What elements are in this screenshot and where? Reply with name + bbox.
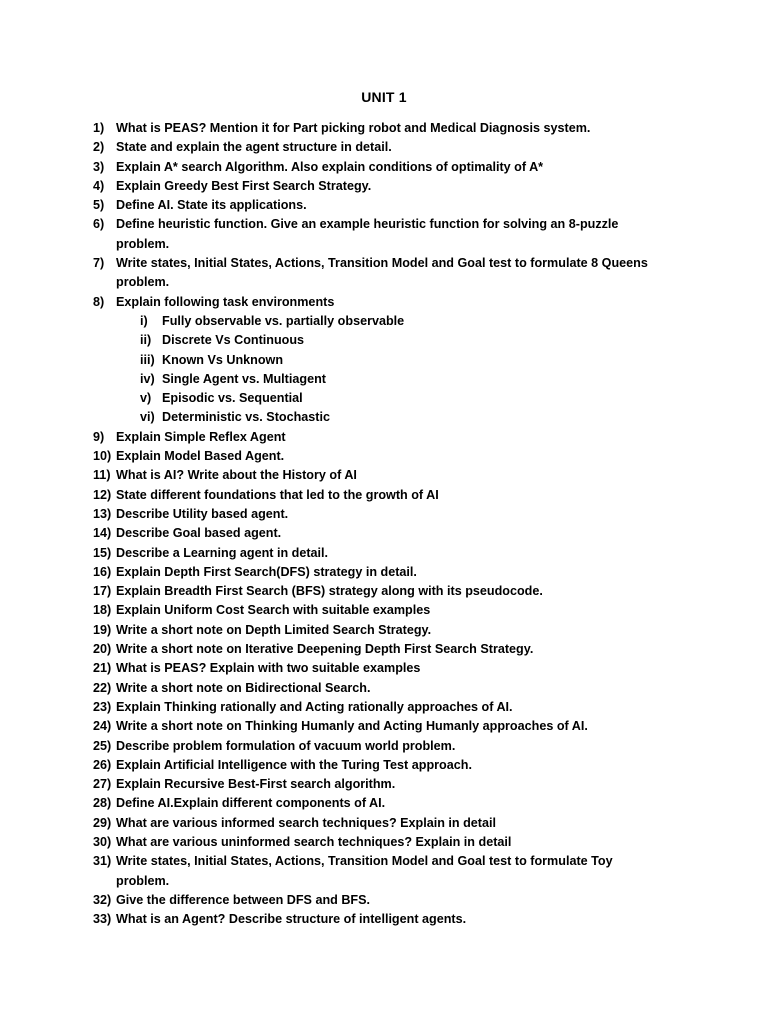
question-text: Explain Uniform Cost Search with suitable examples	[116, 603, 431, 618]
sub-item	[0, 389, 660, 408]
question-text: Explain Depth First Search(DFS) strategy in detail.	[116, 564, 417, 579]
question-item	[0, 698, 768, 717]
question-number: 27)	[93, 777, 112, 792]
question-text: State and explain the agent structure in detail.	[116, 140, 392, 155]
question-item	[0, 717, 768, 736]
question-number: 9)	[93, 429, 105, 444]
question-number: 11)	[93, 468, 111, 483]
sub-item-text: Fully observable vs. partially observable	[162, 313, 405, 328]
question-text: Explain Recursive Best-First search algorithm.	[116, 777, 396, 792]
question-item	[0, 158, 768, 177]
page-title: UNIT 1	[361, 89, 407, 105]
question-number: 13)	[93, 506, 112, 521]
question-number: 25)	[93, 738, 112, 753]
question-number: 5)	[93, 198, 105, 213]
sub-item-text: Episodic vs. Sequential	[162, 391, 303, 406]
question-text: Explain Thinking rationally and Acting rationally approaches of AI.	[116, 699, 513, 714]
sub-item	[0, 351, 660, 370]
question-item	[0, 254, 768, 293]
question-number: 18)	[93, 603, 112, 618]
question-item	[0, 659, 768, 678]
question-number: 8)	[93, 294, 105, 309]
question-number: 24)	[93, 719, 112, 734]
question-text: Describe Utility based agent.	[116, 506, 289, 521]
question-text: Describe problem formulation of vacuum world problem.	[116, 738, 456, 753]
sub-item-number: iii)	[140, 352, 155, 367]
question-number: 14)	[93, 526, 112, 541]
question-text: Explain Breadth First Search (BFS) strategy along with its pseudocode.	[116, 584, 543, 599]
sub-item	[0, 312, 660, 331]
question-text: Describe Goal based agent.	[116, 526, 282, 541]
question-item	[0, 505, 768, 524]
question-text: What are various informed search techniques? Explain in detail	[116, 815, 497, 830]
question-item	[0, 563, 768, 582]
question-text: Explain following task environments	[116, 294, 335, 309]
sub-item-text: Known Vs Unknown	[162, 352, 284, 367]
question-item	[0, 544, 768, 563]
question-item	[0, 293, 768, 428]
sub-item-number: ii)	[140, 333, 152, 348]
question-number: 1)	[93, 121, 105, 135]
sub-item-text: Deterministic vs. Stochastic	[162, 410, 330, 425]
sub-item-number: iv)	[140, 371, 155, 386]
question-text: Write states, Initial States, Actions, Transition Model and Goal test to formulate 8 Queens problem.	[116, 256, 648, 290]
question-number: 30)	[93, 834, 112, 849]
question-item	[0, 756, 768, 775]
question-item	[0, 119, 768, 138]
question-number: 20)	[93, 642, 112, 657]
question-number: 4)	[93, 178, 105, 193]
question-item	[0, 794, 768, 813]
question-item	[0, 428, 768, 447]
question-number: 23)	[93, 699, 112, 714]
question-item	[0, 601, 768, 620]
sub-item	[0, 331, 660, 350]
question-item	[0, 215, 768, 254]
question-list	[0, 119, 768, 929]
question-item	[0, 524, 768, 543]
question-number: 21)	[93, 661, 112, 676]
sub-list	[116, 312, 660, 428]
question-number: 19)	[93, 622, 112, 637]
question-number: 7)	[93, 256, 105, 271]
question-item	[0, 852, 768, 891]
question-item	[0, 177, 768, 196]
question-text: Define heuristic function. Give an example heuristic function for solving an 8-puzzle problem.	[116, 217, 619, 251]
question-number: 10)	[93, 449, 112, 464]
question-item	[0, 775, 768, 794]
question-number: 3)	[93, 159, 105, 174]
question-text: State different foundations that led to the growth of AI	[116, 487, 439, 502]
question-text: Write a short note on Thinking Humanly and Acting Humanly approaches of AI.	[116, 719, 588, 734]
question-text: Write a short note on Depth Limited Search Strategy.	[116, 622, 432, 637]
question-item	[0, 814, 768, 833]
sub-item-text: Single Agent vs. Multiagent	[162, 371, 326, 386]
question-number: 17)	[93, 584, 112, 599]
sub-item-text: Discrete Vs Continuous	[162, 333, 305, 348]
question-item	[0, 910, 768, 929]
question-text: Explain Simple Reflex Agent	[116, 429, 286, 444]
question-item	[0, 447, 768, 466]
question-number: 29)	[93, 815, 112, 830]
question-text: Explain Artificial Intelligence with the Turing Test approach.	[116, 757, 472, 772]
question-number: 32)	[93, 892, 112, 907]
question-item	[0, 621, 768, 640]
question-item	[0, 486, 768, 505]
question-item	[0, 582, 768, 601]
question-item	[0, 640, 768, 659]
question-text: Describe a Learning agent in detail.	[116, 545, 329, 560]
question-text: What is PEAS? Explain with two suitable examples	[116, 661, 421, 676]
question-number: 33)	[93, 912, 112, 927]
question-number: 2)	[93, 140, 105, 155]
question-text: Write a short note on Iterative Deepening Depth First Search Strategy.	[116, 642, 534, 657]
question-text: Explain A* search Algorithm. Also explain conditions of optimality of A*	[116, 159, 544, 174]
question-item	[0, 466, 768, 485]
question-text: Give the difference between DFS and BFS.	[116, 892, 371, 907]
sub-item-number: vi)	[140, 410, 155, 425]
question-text: Explain Greedy Best First Search Strategy.	[116, 178, 372, 193]
question-text: What are various uninformed search techniques? Explain in detail	[116, 834, 512, 849]
sub-item	[0, 370, 660, 389]
question-number: 28)	[93, 796, 112, 811]
question-number: 22)	[93, 680, 112, 695]
question-text: Define AI.Explain different components of AI.	[116, 796, 386, 811]
question-item	[0, 833, 768, 852]
question-text: What is an Agent? Describe structure of intelligent agents.	[116, 912, 467, 927]
question-item	[0, 138, 768, 157]
question-item	[0, 891, 768, 910]
question-item	[0, 196, 768, 215]
question-number: 15)	[93, 545, 112, 560]
question-number: 6)	[93, 217, 105, 232]
question-text: Write a short note on Bidirectional Search.	[116, 680, 371, 695]
sub-item-number: v)	[140, 391, 152, 406]
question-item	[0, 737, 768, 756]
question-number: 26)	[93, 757, 112, 772]
question-number: 31)	[93, 854, 112, 869]
question-item	[0, 679, 768, 698]
sub-item-number: i)	[140, 313, 148, 328]
question-text: Explain Model Based Agent.	[116, 449, 285, 464]
question-number: 16)	[93, 564, 112, 579]
question-text: Define AI. State its applications.	[116, 198, 307, 213]
question-text: What is AI? Write about the History of AI	[116, 468, 357, 483]
question-text: Write states, Initial States, Actions, Transition Model and Goal test to formulate Toy problem.	[116, 854, 613, 888]
question-text: What is PEAS? Mention it for Part picking robot and Medical Diagnosis system.	[116, 121, 591, 135]
sub-item	[0, 408, 660, 427]
question-number: 12)	[93, 487, 112, 502]
